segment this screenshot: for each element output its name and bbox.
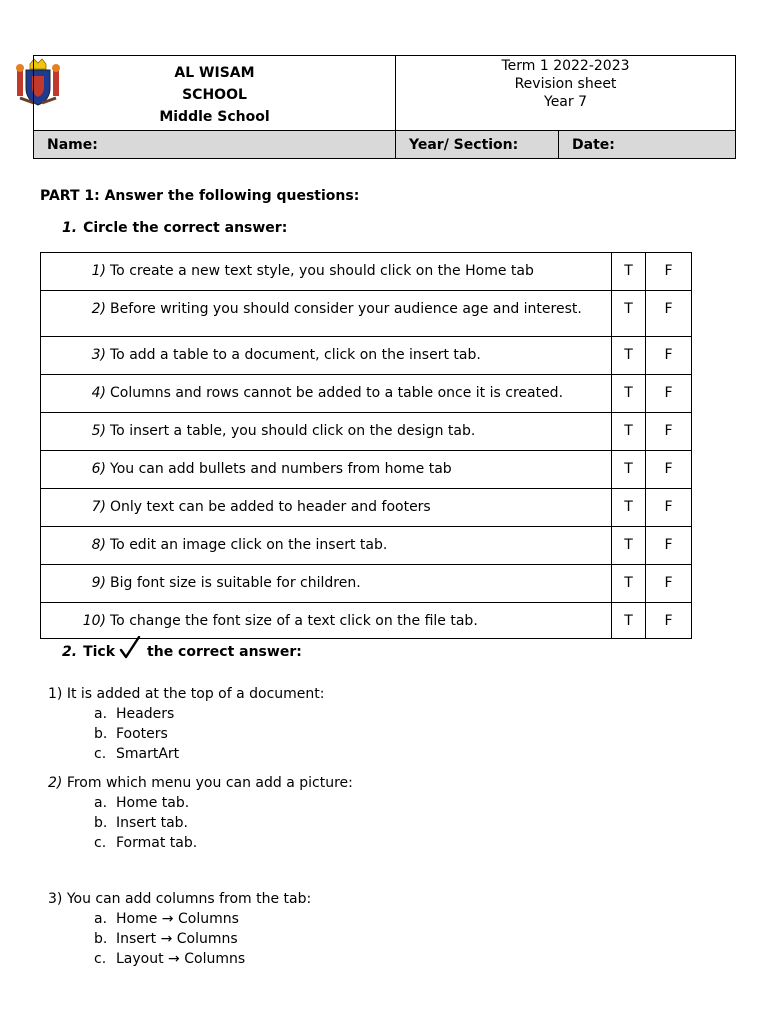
statement-text: Big font size is suitable for children. [110, 575, 361, 591]
true-option[interactable]: T [612, 489, 646, 527]
mcq-options [48, 909, 311, 969]
name-label: Name: [47, 136, 98, 153]
statement-text: To add a table to a document, click on the insert tab. [110, 347, 481, 363]
true-option[interactable]: T [612, 603, 646, 639]
statement-number: 5) [91, 423, 106, 439]
option-text: Headers [116, 706, 175, 722]
statement-number: 7) [91, 499, 106, 515]
option-letter: b. [94, 815, 108, 831]
statement-cell [41, 527, 612, 565]
true-option[interactable]: T [612, 253, 646, 291]
option-text: Footers [116, 726, 168, 742]
true-option[interactable]: T [612, 451, 646, 489]
question2-number: 2. [62, 644, 78, 660]
checkmark-icon [119, 636, 141, 660]
table-row [41, 565, 692, 603]
mcq-options [48, 704, 325, 764]
true-option[interactable]: T [612, 527, 646, 565]
table-row [41, 451, 692, 489]
school-name-line-1: AL WISAM [174, 65, 255, 81]
mcq-number: 1) [48, 686, 63, 702]
false-option[interactable]: F [646, 603, 692, 639]
option-letter: b. [94, 931, 108, 947]
option-letter: c. [94, 951, 107, 967]
option-text: Format tab. [116, 835, 198, 851]
question1-title: Circle the correct answer: [83, 220, 288, 236]
question2-heading [62, 636, 302, 660]
statement-number: 6) [91, 461, 106, 477]
mcq-option[interactable] [48, 833, 353, 853]
statement-cell [41, 375, 612, 413]
mcq-option[interactable] [48, 813, 353, 833]
option-letter: b. [94, 726, 108, 742]
part1-title: PART 1: Answer the following questions: [40, 188, 360, 204]
true-option[interactable]: T [612, 413, 646, 451]
section-label: Year/ Section: [409, 136, 519, 153]
mcq-stem [48, 773, 353, 793]
mcq-option[interactable] [48, 909, 311, 929]
statement-text: To create a new text style, you should click on the Home tab [110, 263, 534, 279]
statement-cell [41, 253, 612, 291]
statement-cell [41, 337, 612, 375]
table-row [41, 291, 692, 337]
option-text: SmartArt [116, 746, 180, 762]
school-name-line-3: Middle School [159, 109, 270, 125]
mcq-text: It is added at the top of a document: [66, 686, 325, 702]
mcq-question [48, 889, 311, 969]
false-option[interactable]: F [646, 337, 692, 375]
statement-cell [41, 413, 612, 451]
statement-text: To edit an image click on the insert tab. [110, 537, 388, 553]
false-option[interactable]: F [646, 291, 692, 337]
table-row [41, 337, 692, 375]
false-option[interactable]: F [646, 375, 692, 413]
mcq-option[interactable] [48, 949, 311, 969]
date-field[interactable] [559, 131, 736, 159]
option-letter: c. [94, 835, 107, 851]
statement-number: 9) [91, 575, 106, 591]
false-option[interactable]: F [646, 451, 692, 489]
table-row [41, 527, 692, 565]
question2-title-before: Tick [83, 644, 116, 660]
mcq-option[interactable] [48, 724, 325, 744]
statement-cell [41, 565, 612, 603]
table-row [41, 413, 692, 451]
option-text: Insert → Columns [116, 931, 238, 947]
section-field[interactable] [396, 131, 559, 159]
statement-number: 1) [91, 263, 106, 279]
table-row [41, 375, 692, 413]
table-row [41, 253, 692, 291]
mcq-stem [48, 889, 311, 909]
mcq-question [48, 684, 325, 764]
statement-number: 8) [91, 537, 106, 553]
statement-number: 10) [82, 613, 106, 629]
mcq-options [48, 793, 353, 853]
school-name-cell [34, 56, 396, 131]
false-option[interactable]: F [646, 489, 692, 527]
statement-text: You can add bullets and numbers from home tab [110, 461, 452, 477]
true-option[interactable]: T [612, 291, 646, 337]
mcq-text: You can add columns from the tab: [66, 891, 312, 907]
mcq-option[interactable] [48, 704, 325, 724]
school-name-line-2: SCHOOL [182, 87, 247, 103]
header-table [33, 55, 736, 159]
mcq-option[interactable] [48, 744, 325, 764]
true-option[interactable]: T [612, 565, 646, 603]
question1-number: 1. [62, 220, 78, 236]
statement-text: Only text can be added to header and footers [110, 499, 431, 515]
option-text: Insert tab. [116, 815, 189, 831]
statement-cell [41, 489, 612, 527]
mcq-stem [48, 684, 325, 704]
true-option[interactable]: T [612, 375, 646, 413]
statement-cell [41, 291, 612, 337]
option-letter: c. [94, 746, 107, 762]
false-option[interactable]: F [646, 253, 692, 291]
table-row [41, 603, 692, 639]
option-letter: a. [94, 795, 108, 811]
option-text: Layout → Columns [116, 951, 246, 967]
statement-number: 4) [91, 385, 106, 401]
option-text: Home → Columns [116, 911, 239, 927]
option-letter: a. [94, 911, 108, 927]
statement-number: 2) [91, 301, 106, 317]
mcq-option[interactable] [48, 929, 311, 949]
statement-text: Before writing you should consider your audience age and interest. [110, 301, 582, 317]
statement-number: 3) [91, 347, 106, 363]
year-line: Year 7 [544, 94, 587, 110]
statement-text: Columns and rows cannot be added to a table once it is created. [110, 385, 564, 401]
option-letter: a. [94, 706, 108, 722]
statement-cell [41, 603, 612, 639]
statement-text: To insert a table, you should click on the design tab. [110, 423, 476, 439]
true-option[interactable]: T [612, 337, 646, 375]
false-option[interactable]: F [646, 413, 692, 451]
revision-sheet-line: Revision sheet [514, 76, 617, 92]
mcq-number: 3) [48, 891, 63, 907]
term-line: Term 1 2022-2023 [501, 58, 630, 74]
mcq-number: 2) [48, 775, 63, 791]
term-info-cell [396, 56, 736, 131]
mcq-text: From which menu you can add a picture: [66, 775, 353, 791]
statement-cell [41, 451, 612, 489]
name-field[interactable] [34, 131, 396, 159]
table-row [41, 489, 692, 527]
date-label: Date: [572, 136, 615, 153]
statement-text: To change the font size of a text click on the file tab. [110, 613, 478, 629]
mcq-question [48, 773, 353, 853]
question2-title-after: the correct answer: [147, 644, 302, 660]
question1-heading [62, 220, 287, 236]
false-option[interactable]: F [646, 527, 692, 565]
false-option[interactable]: F [646, 565, 692, 603]
mcq-option[interactable] [48, 793, 353, 813]
true-false-table [40, 252, 692, 639]
option-text: Home tab. [116, 795, 190, 811]
